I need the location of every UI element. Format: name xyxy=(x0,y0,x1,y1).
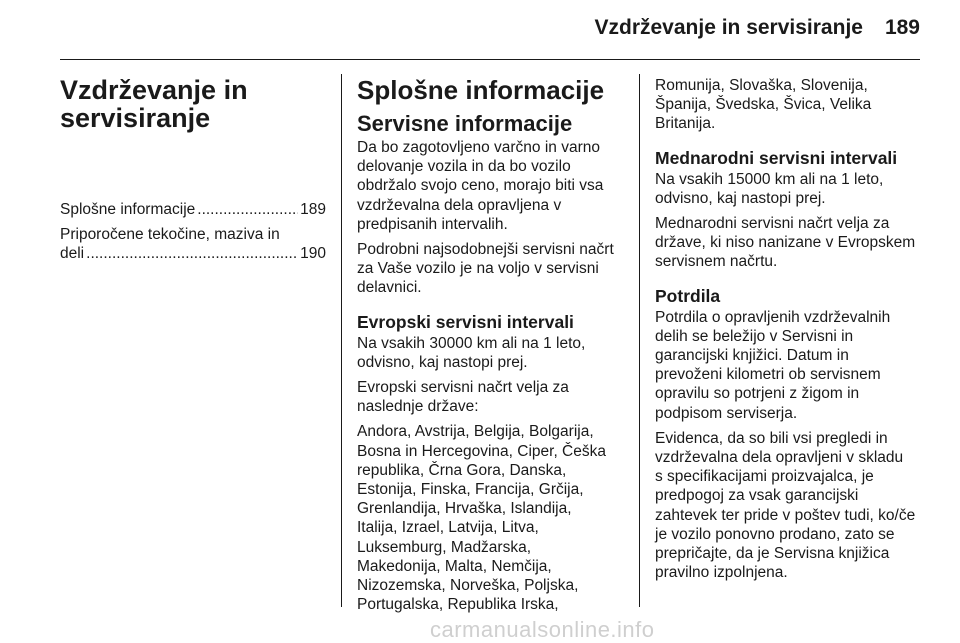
service-info-paragraph-2: Podrobni najsodobnejši servisni načrt za Vaše vozilo je na voljo v servisni delavnici. xyxy=(357,241,614,297)
page-header xyxy=(594,16,920,40)
header-title: Vzdrževanje in servisiranje xyxy=(594,16,863,39)
service-info-paragraph-1: Da bo zagotovljeno varčno in varno delovanje vozila in da bo vozilo obdržalo svojo ceno, morajo biti vsa vzdrževalna dela opravljena v predpisanih intervalih. xyxy=(357,139,604,233)
international-intervals-paragraph-1: Na vsakih 15000 km ali na 1 leto, odvisno, kaj nastopi prej. xyxy=(655,170,884,207)
toc-leader-dots xyxy=(197,200,298,219)
toc-label-line1: Priporočene tekočine, maziva in xyxy=(60,226,280,243)
page-number: 189 xyxy=(884,16,920,39)
toc-label: Splošne informacije xyxy=(60,201,196,218)
content-column-2 xyxy=(357,76,627,620)
toc-entry-fluids[interactable] xyxy=(60,225,326,263)
column-divider-1 xyxy=(341,74,342,607)
header-rule xyxy=(60,59,920,60)
chapter-title-line2: servisiranje xyxy=(60,103,211,133)
toc-page: 189 xyxy=(300,201,326,218)
confirmations-heading: Potrdila xyxy=(655,285,721,306)
european-intervals-heading: Evropski servisni intervali xyxy=(357,311,574,332)
watermark: carmanualsonline.info xyxy=(430,617,655,642)
content-column-3 xyxy=(655,76,925,588)
toc-label-line2: deli xyxy=(60,245,85,262)
european-countries-continued: Romunija, Slovaška, Slovenija, Španija, Švedska, Švica, Velika Britanija. xyxy=(655,77,872,133)
chapter-column xyxy=(60,76,326,269)
toc-leader-dots xyxy=(86,244,298,263)
service-info-heading: Servisne informacije xyxy=(357,111,573,136)
confirmations-paragraph-2: Evidenca, da so bili vsi pregledi in vzdrževalna dela opravljeni v skladu s specifikacijami proizvajalca, je predpogoj za vsak garancijski zahtevek ter pride v poštev tudi, ko/če je vozilo ponovno prodano, zato se prepričajte, da je Servisna knjižica pravilno izpolnjena. xyxy=(655,429,916,582)
international-intervals-paragraph-2: Mednarodni servisni načrt velja za države, ki niso nanizane v Evropskem servisnem načrtu. xyxy=(655,215,916,271)
international-intervals-heading: Mednarodni servisni intervali xyxy=(655,147,898,168)
european-countries-list: Andora, Avstrija, Belgija, Bolgarija, Bosna in Hercegovina, Ciper, Češka republika, Črna Gora, Danska, Estonija, Finska, Francija, Grčija, Grenlandija, Hrvaška, Islandija, Italija, Izrael, Latvija, Litva, Luksemburg, Madžarska, Makedonija, Malta, Nemčija, Nizozemska, Norveška, Poljska, Portugalska, Republika Irska, xyxy=(357,423,606,614)
toc-page: 190 xyxy=(300,245,326,262)
column-divider-2 xyxy=(639,74,640,607)
chapter-title-line1: Vzdrževanje in xyxy=(60,75,248,105)
toc-entry-general-info[interactable] xyxy=(60,200,326,219)
confirmations-paragraph-1: Potrdila o opravljenih vzdrževalnih delih se beležijo v Servisni in garancijski knjižici. Datum in prevoženi kilometri ob servisnem opravilu so potrjeni z žigom in podpisom serviserja. xyxy=(655,308,891,422)
section-title: Splošne informacije xyxy=(357,75,605,105)
european-intervals-paragraph-2: Evropski servisni načrt velja za naslednje države: xyxy=(357,379,569,416)
european-intervals-paragraph-1: Na vsakih 30000 km ali na 1 leto, odvisno, kaj nastopi prej. xyxy=(357,334,586,371)
chapter-title xyxy=(60,76,326,132)
